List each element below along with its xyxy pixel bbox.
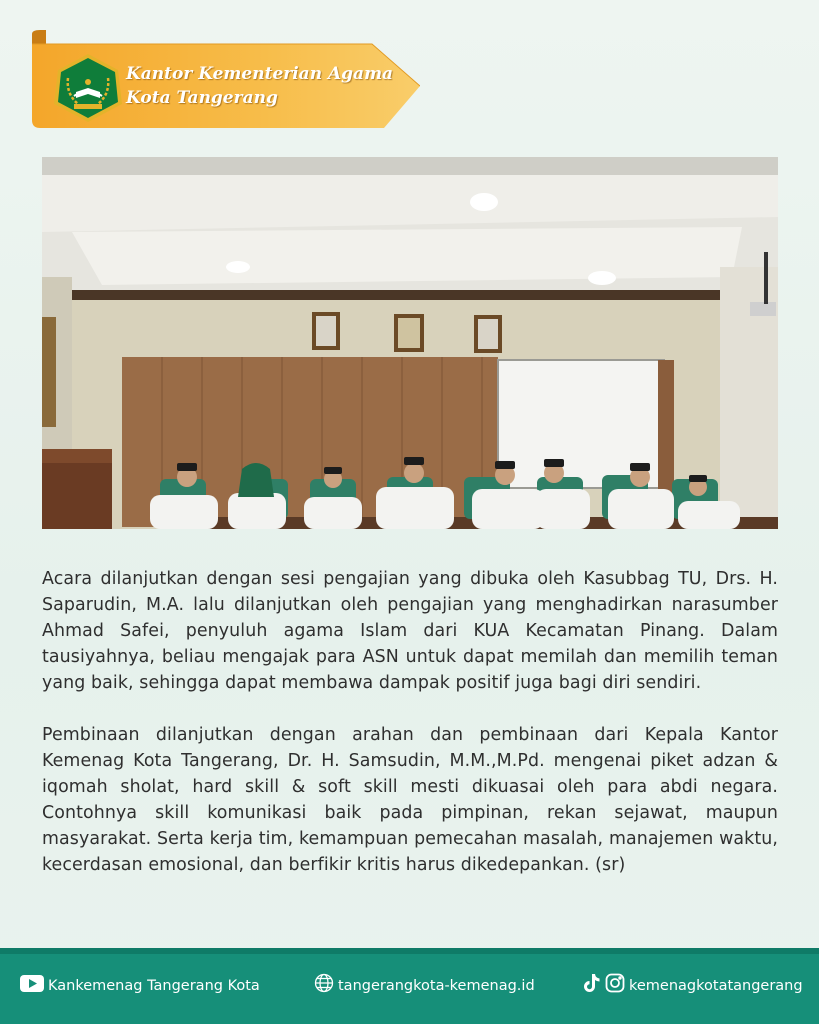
tiktok-icon [583, 973, 605, 999]
globe-icon [314, 973, 338, 999]
org-title-line1: Kantor Kementerian Agama [126, 64, 394, 84]
instagram-icon [605, 973, 629, 999]
footer-social-link[interactable] [583, 976, 803, 996]
footer-youtube-label: Kankemenag Tangerang Kota [48, 978, 260, 994]
footer-social-label: kemenagkotatangerang [629, 978, 803, 994]
event-photo [42, 157, 778, 529]
footer-youtube-link[interactable] [20, 976, 260, 996]
article-body [42, 566, 778, 904]
org-title [126, 62, 393, 110]
footer-website-link[interactable] [314, 976, 535, 996]
footer-website-label: tangerangkota-kemenag.id [338, 978, 535, 994]
org-title-line2: Kota Tangerang [126, 88, 278, 108]
kemenag-emblem-icon [52, 52, 124, 124]
footer-stripe [0, 948, 819, 954]
article-paragraph-1: Acara dilanjutkan dengan sesi pengajian yang dibuka oleh Kasubbag TU, Drs. H. Saparudin, M.A. lalu dilanjutkan oleh pengajian yang menghadirkan narasumber Ahmad Safei, penyuluh agama Islam dari KUA Kecamatan Pinang. Dalam tausiyahnya, beliau mengajak para ASN untuk dapat memilah dan memilih teman yang baik, sehingga dapat membawa dampak positif juga bagi diri sendiri. [42, 569, 778, 693]
article-paragraph-2: Pembinaan dilanjutkan dengan arahan dan pembinaan dari Kepala Kantor Kemenag Kota Tangerang, Dr. H. Samsudin, M.M.,M.Pd. mengenai piket adzan & iqomah sholat, hard skill & soft skill mesti dikuasai oleh para abdi negara. Contohnya skill komunikasi baik pada pimpinan, rekan sejawat, maupun masyarakat. Serta kerja tim, kemampuan pemecahan masalah, manajemen waktu, kecerdasan emosional, dan berfikir kritis harus dikedepankan. (sr) [42, 725, 778, 875]
youtube-icon [20, 975, 48, 998]
